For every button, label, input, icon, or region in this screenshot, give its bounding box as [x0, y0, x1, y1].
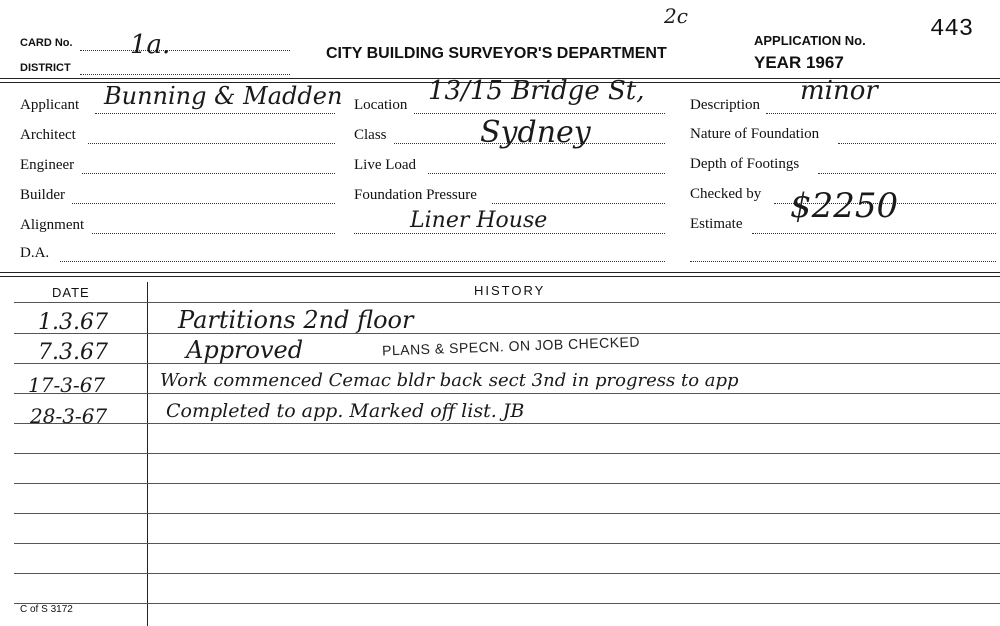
live-load-line	[428, 173, 665, 174]
da-line	[60, 261, 665, 262]
architect-line	[88, 143, 335, 144]
alignment-label: Alignment	[20, 217, 85, 233]
location-line	[414, 113, 665, 114]
engineer-line	[82, 173, 335, 174]
card-number-label: CARD No.	[20, 37, 73, 49]
history-line-3	[14, 393, 1000, 394]
history-line-9	[14, 573, 1000, 574]
application-number: 443	[930, 16, 974, 43]
da-label: D.A.	[20, 245, 50, 261]
history-rule-top	[0, 272, 1000, 273]
foundation-pressure-value: Liner House	[410, 208, 548, 233]
location-value: 13/15 Bridge St,	[428, 76, 645, 106]
history-line-6	[14, 483, 1000, 484]
history-line-2	[14, 363, 1000, 364]
estimate-value: $2250	[790, 186, 899, 226]
history-line-8	[14, 543, 1000, 544]
history-row-1-text: Partitions 2nd floor	[178, 306, 414, 334]
alignment-line	[92, 233, 335, 234]
history-row-3-date: 17-3-67	[28, 373, 106, 397]
location-label: Location	[354, 97, 408, 113]
class-label: Class	[354, 127, 387, 143]
history-row-2-text: Approved	[186, 336, 304, 364]
history-row-4-date: 28-3-67	[30, 404, 108, 428]
estimate-line	[752, 233, 996, 234]
applicant-label: Applicant	[20, 97, 80, 113]
history-row-2-date: 7.3.67	[38, 340, 108, 365]
nature-of-foundation-line	[838, 143, 996, 144]
district-label: DISTRICT	[20, 62, 71, 74]
department-title: CITY BUILDING SURVEYOR'S DEPARTMENT	[326, 45, 667, 62]
class-line	[394, 143, 665, 144]
description-value: minor	[800, 76, 878, 106]
foundation-pressure-label: Foundation Pressure	[354, 187, 477, 203]
history-row-1-date: 1.3.67	[38, 310, 108, 335]
history-line-10	[14, 603, 1000, 604]
live-load-label: Live Load	[354, 157, 417, 173]
card-number-value: 1a.	[130, 30, 171, 60]
foundation-pressure-line	[492, 203, 665, 204]
blank-line	[690, 261, 996, 262]
history-row-3-text: Work commenced Cemac bldr back sect 3nd in progress to app	[160, 370, 739, 391]
year-label: YEAR 1967	[754, 53, 844, 72]
foundation-pressure-line-2	[354, 233, 665, 234]
history-line-4	[14, 423, 1000, 424]
nature-of-foundation-label: Nature of Foundation	[690, 126, 820, 142]
application-label: APPLICATION No.	[754, 33, 866, 48]
depth-of-footings-line	[818, 173, 996, 174]
history-line-7	[14, 513, 1000, 514]
architect-label: Architect	[20, 127, 76, 143]
engineer-label: Engineer	[20, 157, 75, 173]
location-value-suburb: Sydney	[480, 115, 591, 150]
history-row-4-text: Completed to app. Marked off list. JB	[166, 400, 525, 422]
date-column-header: DATE	[52, 285, 90, 300]
checked-by-label: Checked by	[690, 186, 762, 202]
history-line-0	[14, 302, 1000, 303]
applicant-line	[95, 113, 335, 114]
history-column-header: HISTORY	[474, 283, 546, 298]
description-line	[766, 113, 996, 114]
depth-of-footings-label: Depth of Footings	[690, 156, 800, 172]
approval-stamp: PLANS & SPECN. ON JOB CHECKED	[381, 333, 641, 359]
applicant-value: Bunning & Madden	[104, 82, 343, 110]
superscript-note: 2c	[664, 4, 688, 28]
district-line	[80, 74, 290, 75]
builder-line	[72, 203, 335, 204]
history-line-5	[14, 453, 1000, 454]
card-number-line	[80, 50, 290, 51]
description-label: Description	[690, 97, 760, 113]
builder-label: Builder	[20, 187, 65, 203]
history-rule-bottom	[0, 276, 1000, 277]
form-code: C of S 3172	[20, 604, 73, 615]
history-line-1	[14, 333, 1000, 334]
estimate-label: Estimate	[690, 216, 743, 232]
